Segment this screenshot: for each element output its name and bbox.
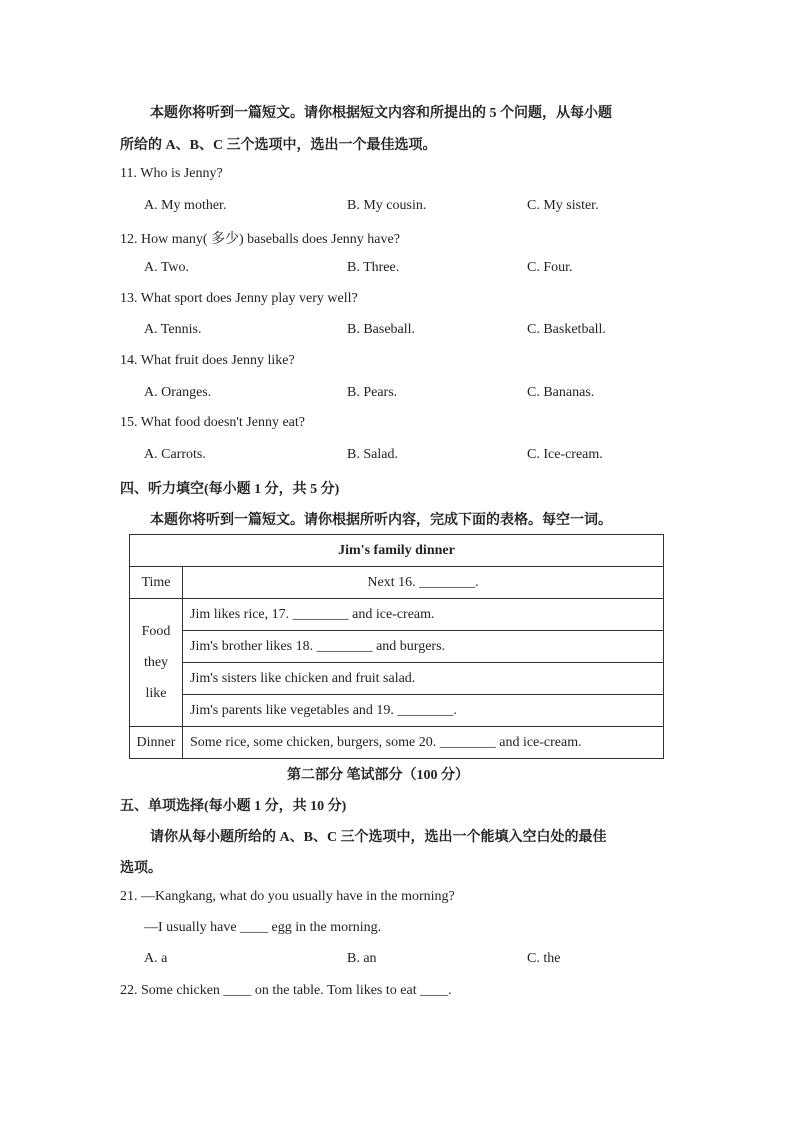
food-label-1: Food (141, 624, 171, 639)
dinner-value: Some rice, some chicken, burgers, some 20. ________ and ice-cream. (183, 727, 664, 759)
question-text: 11. Who is Jenny? (120, 166, 223, 181)
option-a: A. Tennis. (144, 322, 202, 337)
option-c: C. the (527, 951, 561, 966)
dinner-table (129, 534, 664, 759)
section-4-title: 四、听力填空(每小题 1 分，共 5 分) (120, 482, 340, 497)
option-a: A. Two. (144, 260, 190, 275)
intro-line-2: 所给的 A、B、C 三个选项中，选出一个最佳选项。 (120, 138, 437, 153)
food-row-1: Jim likes rice, 17. ________ and ice-cream. (183, 599, 664, 631)
question-text: 12. How many( 多少) baseballs does Jenny have? (120, 232, 400, 247)
section-5-title: 五、单项选择(每小题 1 分，共 10 分) (120, 799, 347, 814)
option-a: A. Carrots. (144, 447, 206, 462)
food-row-3: Jim's sisters like chicken and fruit salad. (183, 663, 664, 695)
option-a: A. Oranges. (144, 385, 212, 400)
option-a: A. My mother. (144, 198, 227, 213)
section-5-instruction-1: 请你从每小题所给的 A、B、C 三个选项中，选出一个能填入空白处的最佳 (150, 830, 607, 845)
option-c: C. Four. (527, 260, 573, 275)
option-b: B. Three. (347, 260, 400, 275)
option-c: C. Bananas. (527, 385, 595, 400)
option-b: B. an (347, 951, 377, 966)
option-c: C. My sister. (527, 198, 599, 213)
question-text-2: —I usually have ____ egg in the morning. (144, 920, 382, 935)
time-value: Next 16. ________. (183, 567, 664, 599)
option-b: B. Salad. (347, 447, 398, 462)
food-label-3: like (145, 686, 167, 701)
question-text: 15. What food doesn't Jenny eat? (120, 415, 305, 430)
option-b: B. Pears. (347, 385, 398, 400)
food-row-2: Jim's brother likes 18. ________ and burgers. (183, 631, 664, 663)
food-label-cell (130, 599, 183, 727)
option-c: C. Ice-cream. (527, 447, 603, 462)
time-label: Time (130, 567, 183, 599)
option-c: C. Basketball. (527, 322, 606, 337)
section-5-instruction-2: 选项。 (120, 861, 162, 876)
question-text: 14. What fruit does Jenny like? (120, 353, 295, 368)
food-label-2: they (143, 655, 169, 670)
part-2-title: 第二部分 笔试部分（100 分） (287, 768, 469, 783)
table-title: Jim's family dinner (130, 535, 664, 567)
question-text: 13. What sport does Jenny play very well? (120, 291, 358, 306)
intro-line-1: 本题你将听到一篇短文。请你根据短文内容和所提出的 5 个问题，从每小题 (150, 106, 612, 121)
option-b: B. Baseball. (347, 322, 416, 337)
section-4-instruction: 本题你将听到一篇短文。请你根据所听内容，完成下面的表格。每空一词。 (150, 513, 612, 528)
option-b: B. My cousin. (347, 198, 427, 213)
option-a: A. a (144, 951, 168, 966)
question-text: 21. —Kangkang, what do you usually have in the morning? (120, 889, 455, 904)
question-22: 22. Some chicken ____ on the table. Tom likes to eat ____. (120, 983, 452, 998)
food-row-4: Jim's parents like vegetables and 19. ________. (183, 695, 664, 727)
dinner-label: Dinner (130, 727, 183, 759)
